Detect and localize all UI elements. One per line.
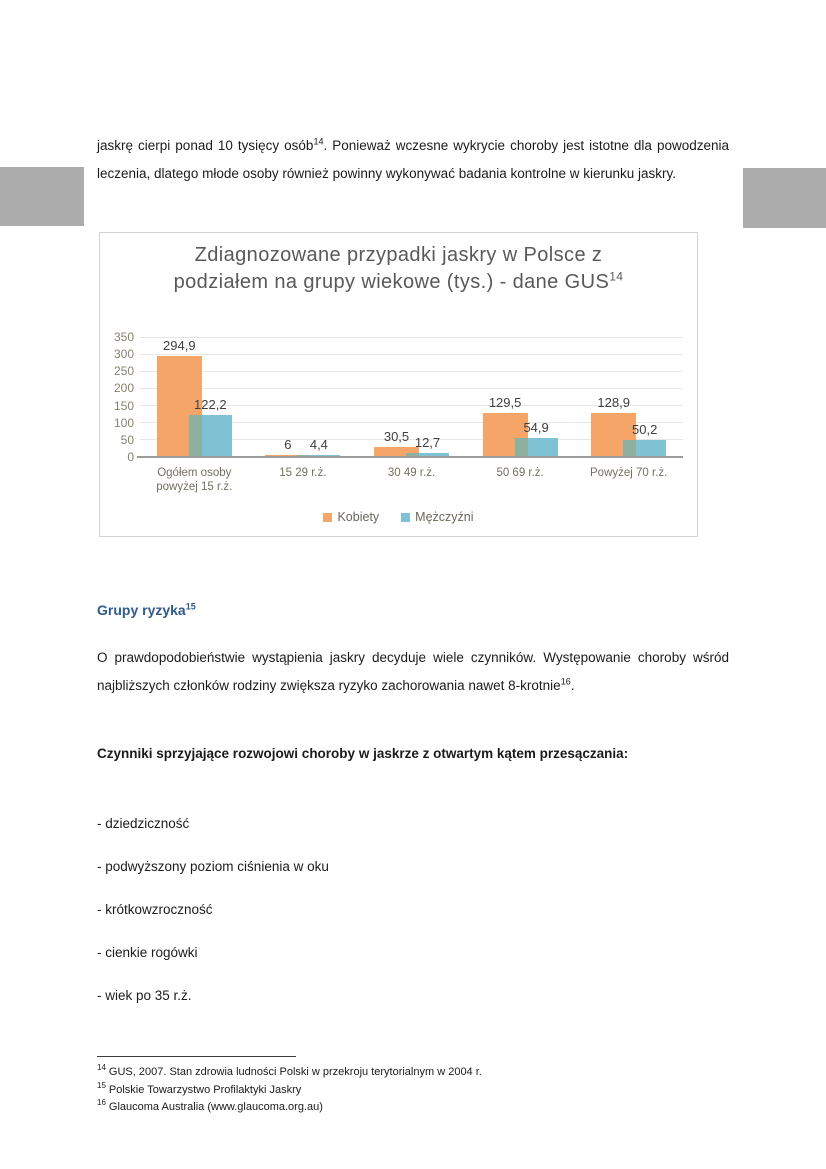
- x-category-label: 50 69 r.ż.: [496, 467, 544, 479]
- list-item: - dziedziczność: [97, 816, 190, 831]
- risk-factor-list: [97, 810, 729, 1025]
- y-tick-label: 100: [113, 415, 134, 430]
- value-label: 128,9: [597, 394, 630, 410]
- x-category-label: 30 49 r.ż.: [387, 467, 436, 479]
- y-tick-label: 300: [113, 347, 134, 362]
- paragraph-intro: [97, 132, 729, 188]
- legend-swatch: [323, 513, 332, 522]
- gridline: [140, 337, 683, 338]
- value-label: 54,9: [523, 420, 549, 436]
- list-item: - podwyższony poziom ciśnienia w oku: [97, 859, 329, 874]
- bar-overlap: [623, 440, 636, 457]
- x-category-label: Powyżej 70 r.ż.: [590, 467, 668, 479]
- footnotes: [97, 1056, 729, 1117]
- footnote-ref-15: 15: [185, 601, 196, 612]
- chart-legend: [100, 510, 697, 524]
- bar-overlap: [515, 438, 528, 457]
- section-heading-risk-groups: Grupy ryzyka$^{15}$: [97, 601, 196, 618]
- legend-swatch: [401, 513, 410, 522]
- x-category-label: Ogółem osoby powyżej 15 r.ż.: [156, 467, 233, 493]
- right-margin-marker: [743, 168, 826, 228]
- value-label: 122,2: [194, 397, 227, 413]
- footnote-14: $^{14}$ GUS, 2007. Stan zdrowia ludności Polski w przekroju terytorialnym w 2004 r.: [97, 1063, 482, 1078]
- value-label: 12,7: [414, 434, 441, 450]
- paragraph-intro-rest: . Ponieważ wczesne wykrycie choroby jest istotne dla powodzenia leczenia, dlatego młode osoby również powinny wykonywać badania kontrolne w kierunku jaskry.: [97, 138, 729, 181]
- paragraph-factors-heading: Czynniki sprzyjające rozwojowi choroby w jaskrze z otwartym kątem przesączania:: [97, 746, 629, 761]
- y-tick-label: 200: [113, 381, 134, 396]
- legend-item-mężczyźni: [401, 510, 473, 524]
- y-tick-label: 250: [113, 364, 134, 379]
- gridline: [140, 388, 683, 389]
- glaucoma-cases-chart: [99, 232, 698, 537]
- list-item: - krótkowzroczność: [97, 902, 213, 917]
- legend-label: Kobiety: [337, 510, 380, 524]
- gridline: [140, 354, 683, 355]
- y-tick-label: 50: [120, 432, 134, 447]
- chart-plot: [100, 233, 697, 536]
- value-label: 129,5: [488, 394, 522, 410]
- footnote-ref-16: 16: [560, 676, 571, 687]
- list-item: - cienkie rogówki: [97, 945, 198, 960]
- footnote-separator: [97, 1056, 296, 1057]
- chart-title-footnote-ref: 14: [609, 269, 624, 284]
- paragraph-intro-text: jaskrę cierpi ponad 10 tysięcy osób: [97, 138, 314, 153]
- value-label: 30,5: [383, 428, 410, 444]
- value-label: 294,9: [163, 337, 196, 353]
- x-axis-line: [137, 456, 683, 458]
- y-tick-label: 0: [127, 450, 134, 464]
- y-tick-label: 350: [113, 330, 134, 344]
- bar-overlap: [189, 415, 202, 457]
- x-category-label: 15 29 r.ż.: [279, 467, 327, 479]
- legend-item-kobiety: [323, 510, 379, 524]
- value-label: 50,2: [632, 421, 658, 437]
- y-tick-label: 150: [113, 398, 134, 413]
- legend-label: Mężczyźni: [415, 510, 474, 524]
- chart-title: Zdiagnozowane przypadki jaskry w Polsce z podziałem na grupy wiekowe (tys.) - dane GUS$^{14}$: [173, 244, 624, 293]
- value-label: 4,4: [309, 437, 328, 453]
- footnote-15: $^{15}$ Polskie Towarzystwo Profilaktyki Jaskry: [97, 1080, 302, 1096]
- value-label: 6: [284, 436, 292, 452]
- gridline: [140, 371, 683, 372]
- paragraph-risk: O prawdopodobieństwie wystąpienia jaskry decyduje wiele czynników. Występowanie choroby wśród najbliższych członków rodziny zwiększa ryzyko zachorowania nawet 8-krotnie$^{16}$.: [97, 650, 729, 693]
- footnote-16: $^{16}$ Glaucoma Australia (www.glaucoma.org.au): [97, 1098, 323, 1113]
- list-item: - wiek po 35 r.ż.: [97, 988, 192, 1003]
- footnote-ref-14: 14: [313, 136, 324, 147]
- left-margin-marker: [0, 167, 84, 226]
